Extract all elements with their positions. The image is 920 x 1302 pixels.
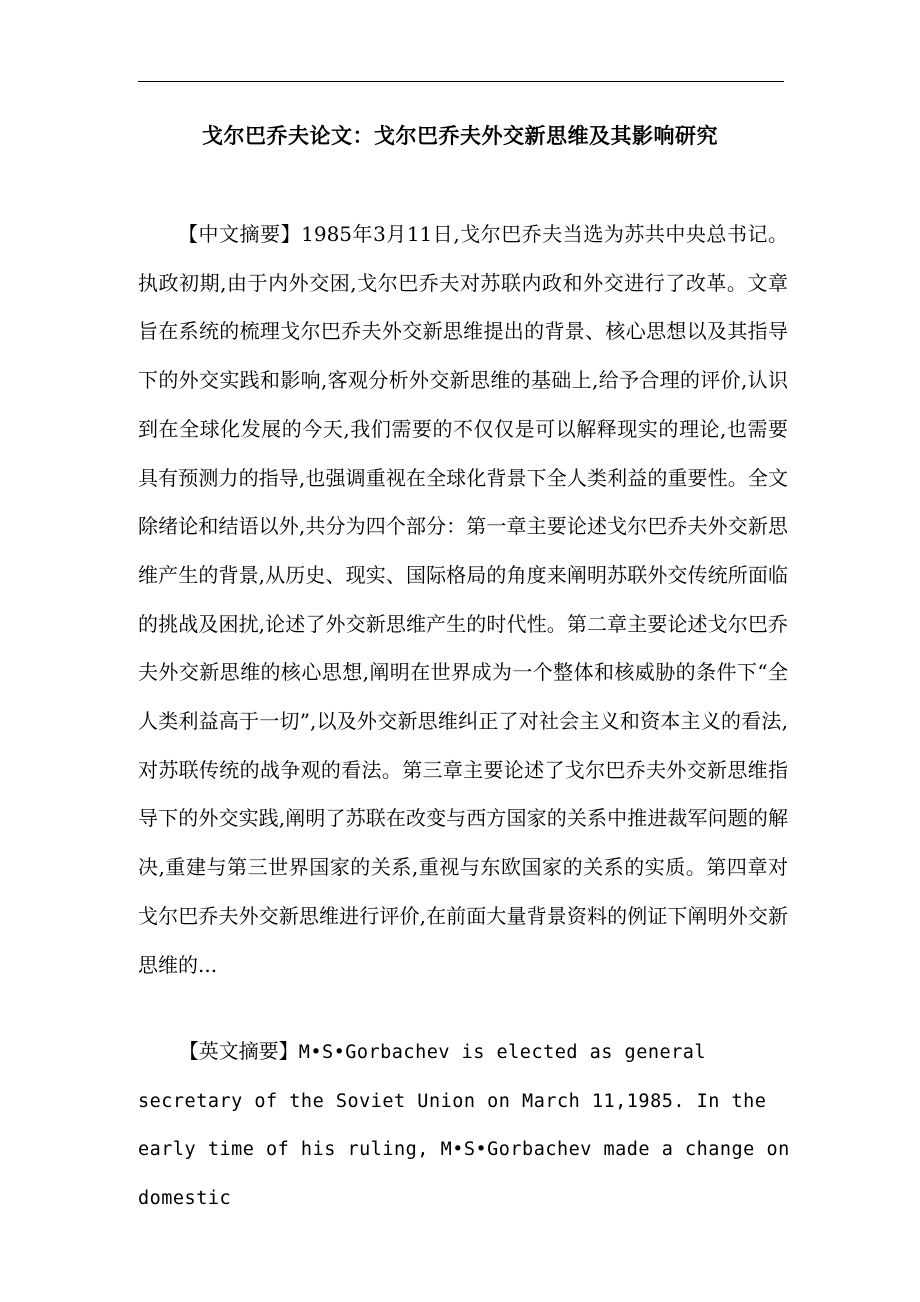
chinese-abstract-label: 【中文摘要】 [178,222,302,246]
english-abstract [138,1027,798,1224]
chinese-abstract-text: 1985年3月11日,戈尔巴乔夫当选为苏共中央总书记。执政初期,由于内外交困,戈尔巴乔夫对苏联内政和外交进行了改革。文章旨在系统的梳理戈尔巴乔夫外交新思维提出的背景、核心思想以及其指导下的外交实践和影响,客观分析外交新思维的基础上,给予合理的评价,认识到在全球化发展的今天,我们需要的不仅仅是可以解释现实的理论,也需要具有预测力的指导,也强调重视在全球化背景下全人类利益的重要性。全文除绪论和结语以外,共分为四个部分：第一章主要论述戈尔巴乔夫外交新思维产生的背景,从历史、现实、国际格局的角度来阐明苏联外交传统所面临的挑战及困扰,论述了外交新思维产生的时代性。第二章主要论述戈尔巴乔夫外交新思维的核心思想,阐明在世界成为一个整体和核威胁的条件下“全人类利益高于一切”,以及外交新思维纠正了对社会主义和资本主义的看法,对苏联传统的战争观的看法。第三章主要论述了戈尔巴乔夫外交新思维指导下的外交实践,阐明了苏联在改变与西方国家的关系中推进裁军问题的解决,重建与第三世界国家的关系,重视与东欧国家的关系的实质。第四章对戈尔巴乔夫外交新思维进行评价,在前面大量背景资料的例证下阐明外交新思维的... [138,222,788,977]
english-abstract-text: M•S•Gorbachev is elected as general secretary of the Soviet Union on March 11,1985. In the early time of his ruling, M•S•Gorbachev made a change on domestic [138,1042,790,1210]
english-abstract-label: 【英文摘要】 [178,1039,299,1063]
header-rule [138,81,784,82]
document-title: 戈尔巴乔夫论文：戈尔巴乔夫外交新思维及其影响研究 [202,124,718,148]
chinese-abstract [138,210,788,989]
